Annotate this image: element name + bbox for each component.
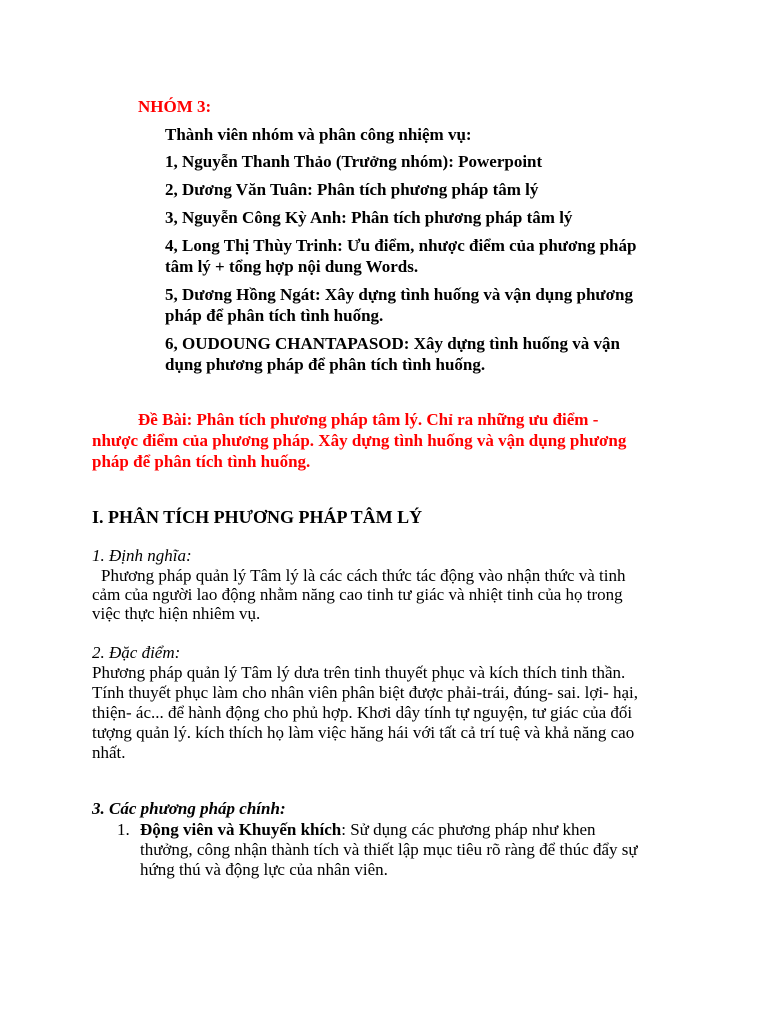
assignment-line-1: Đề Bài: Phân tích phương pháp tâm lý. Chỉ ra những ưu điểm -: [138, 410, 599, 429]
features-line-2: Tính thuyết phục làm cho nhân viên phân biệt được phải-trái, đúng- sai. lợi- hại,: [92, 683, 639, 702]
method-1-line-3: hứng thú và động lực của nhân viên.: [140, 860, 388, 879]
method-1-line-1: [140, 820, 596, 840]
features-line-1: Phương pháp quản lý Tâm lý dưa trên tinh thuyết phục và kích thích tinh thần.: [92, 663, 626, 682]
definition-line-3: việc thực hiện nhiêm vụ.: [92, 604, 261, 623]
method-1-description: : Sử dụng các phương pháp như khen: [341, 820, 596, 839]
definition-line-1: Phương pháp quản lý Tâm lý là các cách thức tác động vào nhận thức và tinh: [101, 566, 626, 585]
member-4-line-1: 4, Long Thị Thùy Trinh: Ưu điểm, nhược điểm của phương pháp: [165, 236, 637, 255]
member-4-line-2: tâm lý + tổng hợp nội dung Words.: [165, 257, 419, 276]
definition-heading: 1. Định nghĩa:: [92, 546, 192, 565]
member-3: 3, Nguyễn Công Kỳ Anh: Phân tích phương pháp tâm lý: [165, 208, 573, 227]
member-6-line-2: dụng phương pháp để phân tích tình huống.: [165, 355, 486, 374]
member-1: 1, Nguyễn Thanh Thảo (Trưởng nhóm): Powerpoint: [165, 152, 543, 171]
members-intro: Thành viên nhóm và phân công nhiệm vụ:: [165, 125, 472, 144]
member-6-line-1: 6, OUDOUNG CHANTAPASOD: Xây dựng tình huống và vận: [165, 334, 620, 353]
features-line-4: tượng quản lý. kích thích họ làm việc hăng hái với tất cả trí tuệ và khả năng cao: [92, 723, 635, 742]
section-title: I. PHÂN TÍCH PHƯƠNG PHÁP TÂM LÝ: [92, 507, 423, 527]
methods-heading: 3. Các phương pháp chính:: [92, 799, 286, 818]
assignment-line-2: nhược điểm của phương pháp. Xây dựng tình huống và vận dụng phương: [92, 431, 627, 450]
assignment-line-3: pháp để phân tích tình huống.: [92, 452, 311, 471]
group-heading: NHÓM 3:: [138, 97, 212, 116]
member-5-line-1: 5, Dương Hồng Ngát: Xây dựng tình huống và vận dụng phương: [165, 285, 633, 304]
method-1-line-2: thưởng, công nhận thành tích và thiết lập mục tiêu rõ ràng để thúc đẩy sự: [140, 840, 638, 859]
member-2: 2, Dương Văn Tuân: Phân tích phương pháp tâm lý: [165, 180, 539, 199]
features-heading: 2. Đặc điểm:: [92, 643, 181, 662]
method-1-number: 1.: [117, 820, 130, 839]
features-line-5: nhất.: [92, 743, 126, 762]
features-line-3: thiện- ác... để hành động cho phủ hợp. Khơi dây tính tự nguyện, tư giác của đối: [92, 703, 633, 722]
definition-line-2: cảm của người lao động nhằm năng cao tinh tư giác và nhiệt tinh của họ trong: [92, 585, 623, 604]
method-1-term: Động viên và Khuyến khích: [140, 820, 342, 839]
member-5-line-2: pháp để phân tích tình huống.: [165, 306, 384, 325]
